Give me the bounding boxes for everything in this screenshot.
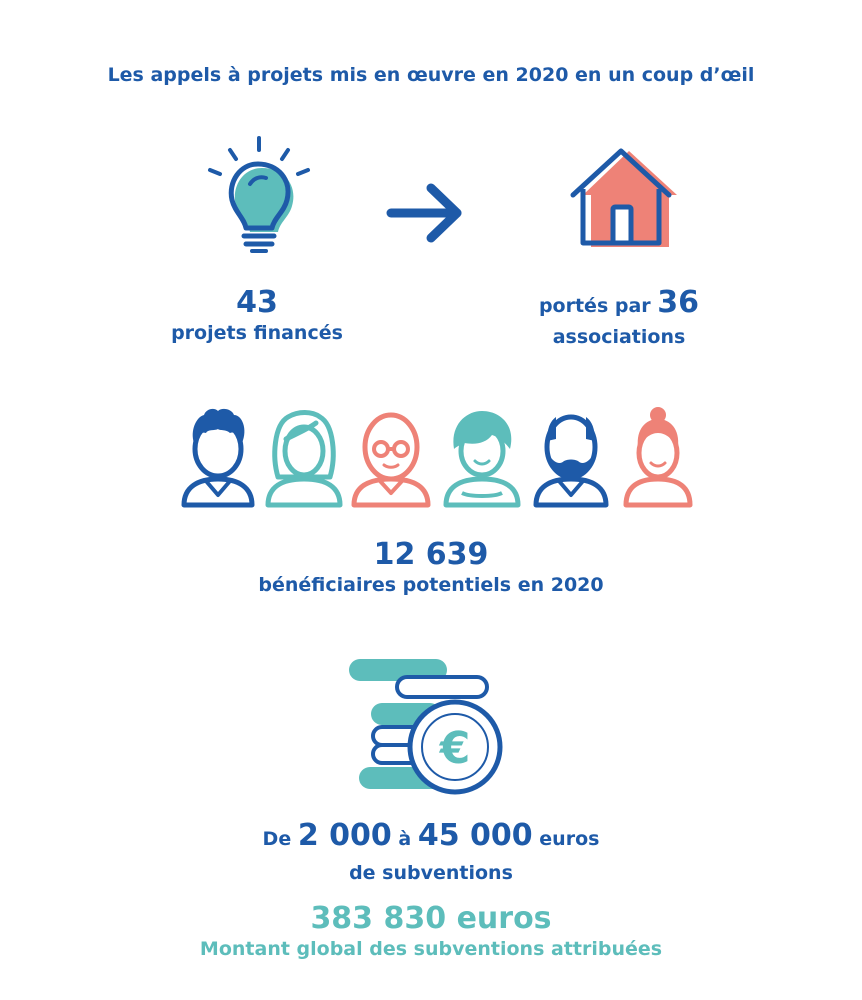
person-woman-bun-icon — [622, 405, 694, 509]
arrow-right-icon — [385, 180, 467, 246]
subsidies-max: 45 000 — [417, 818, 533, 853]
projects-stat — [157, 286, 357, 346]
svg-text:€: € — [439, 723, 471, 774]
projects-number: 43 — [236, 285, 278, 320]
total-stat — [0, 902, 862, 962]
subsidies-to-word: à — [391, 828, 418, 850]
associations-stat — [514, 286, 724, 350]
projects-label: projets financés — [171, 322, 343, 344]
subsidies-from-word: De — [262, 828, 298, 850]
person-woman-bob-icon — [442, 405, 522, 509]
house-icon — [565, 145, 685, 255]
person-glasses-icon — [350, 405, 432, 509]
person-curly-hair-icon — [180, 405, 256, 509]
subsidies-stat — [0, 816, 862, 886]
beneficiaries-number: 12 639 — [373, 537, 489, 572]
subsidies-min: 2 000 — [297, 818, 392, 853]
person-woman-icon — [264, 405, 344, 509]
person-beard-icon — [532, 405, 610, 509]
beneficiaries-label: bénéficiaires potentiels en 2020 — [258, 574, 604, 596]
subsidies-label: de subventions — [349, 862, 513, 884]
euro-coins-icon — [345, 655, 515, 800]
total-label: Montant global des subventions attribuées — [199, 938, 663, 960]
associations-label: associations — [552, 326, 686, 348]
page-title: Les appels à projets mis en œuvre en 2020 en un coup d’œil — [107, 64, 755, 86]
associations-prefix: portés par — [538, 295, 658, 317]
associations-number: 36 — [657, 285, 700, 320]
people-row — [180, 405, 695, 515]
lightbulb-icon — [200, 130, 320, 255]
beneficiaries-stat — [0, 538, 862, 598]
total-amount: 383 830 euros — [310, 901, 552, 936]
subsidies-unit: euros — [532, 828, 600, 850]
